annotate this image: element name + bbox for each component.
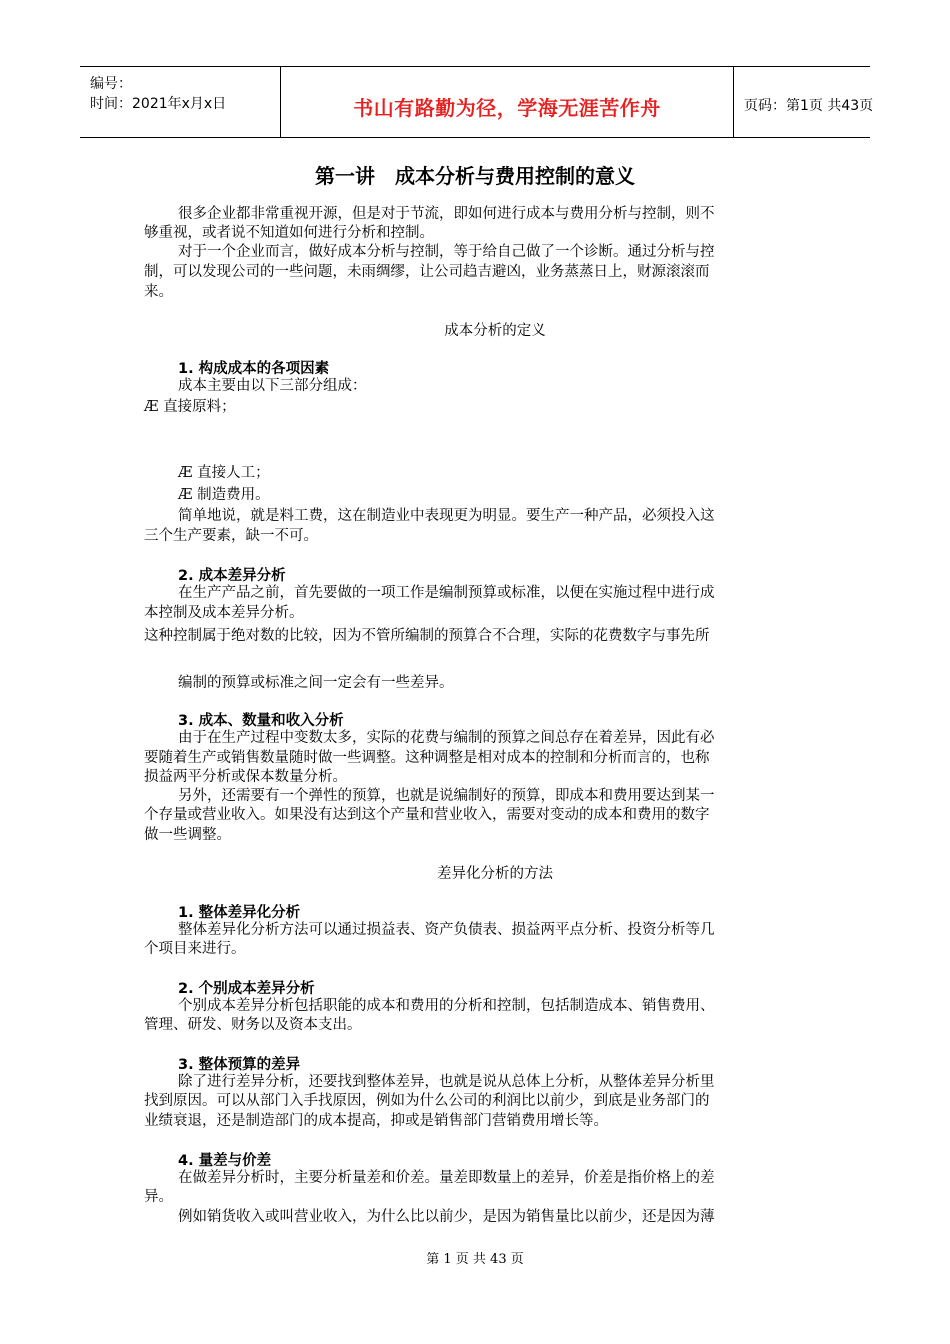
subsection-heading: 3. 成本、数量和收入分析 (178, 713, 344, 729)
header-page-cell (734, 67, 874, 137)
header-meta-cell (80, 67, 281, 137)
paragraph-line: 整体差异化分析方法可以通过损益表、资产负债表、损益两平点分析、投资分析等几 (178, 922, 715, 938)
paragraph-line: 编制的预算或标准之间一定会有一些差异。 (178, 675, 454, 691)
subsection-heading: 1. 整体差异化分析 (178, 905, 301, 921)
paragraph-line: 由于在生产过程中变数太多，实际的花费与编制的预算之间总存在着差异，因此有必 (178, 730, 715, 746)
paragraph-line: 业绩衰退，还是制造部门的成本提高，抑或是销售部门营销费用增长等。 (144, 1113, 608, 1129)
paragraph-line: 制，可以发现公司的一些问题，未雨绸缪，让公司趋吉避凶，业务蒸蒸日上，财源滚滚而 (144, 264, 710, 280)
section-heading: 成本分析的定义 (444, 323, 546, 339)
paragraph-line: 对于一个企业而言，做好成本分析与控制，等于给自己做了一个诊断。通过分析与控 (178, 244, 715, 260)
time-label: 时间：2021年x月x日 (90, 96, 227, 112)
list-item: Æ 直接人工； (178, 465, 270, 481)
subsection-heading: 4. 量差与价差 (178, 1153, 272, 1169)
number-label: 编号： (90, 76, 132, 92)
subsection-heading: 1. 构成成本的各项因素 (178, 361, 330, 377)
paragraph-line: 做一些调整。 (144, 827, 231, 843)
header-motto-cell (281, 67, 734, 137)
paragraph-line: 个别成本差异分析包括职能的成本和费用的分析和控制，包括制造成本、销售费用、 (178, 998, 715, 1014)
section-heading: 差异化分析的方法 (437, 866, 553, 882)
paragraph-line: 要随着生产或销售数量随时做一些调整。这种调整是相对成本的控制和分析而言的，也称 (144, 750, 710, 766)
paragraph-line: 三个生产要素，缺一不可。 (144, 528, 318, 544)
paragraph-line: 除了进行差异分析，还要找到整体差异，也就是说从总体上分析，从整体差异分析里 (178, 1074, 715, 1090)
paragraph-line: 来。 (144, 284, 173, 300)
paragraph-line: 例如销货收入或叫营业收入，为什么比以前少，是因为销售量比以前少，还是因为薄 (178, 1209, 715, 1225)
paragraph-line: 简单地说，就是料工费，这在制造业中表现更为明显。要生产一种产品，必须投入这 (178, 508, 715, 524)
paragraph-line: 这种控制属于绝对数的比较，因为不管所编制的预算合不合理，实际的花费数字与事先所 (144, 628, 710, 644)
subsection-heading: 2. 个别成本差异分析 (178, 981, 315, 997)
paragraph-line: 异。 (144, 1189, 173, 1205)
page-footer: 第 1 页 共 43 页 (426, 1252, 524, 1267)
motto: 书山有路勤为径，学海无涯苦作舟 (353, 96, 661, 120)
subsection-heading: 2. 成本差异分析 (178, 568, 286, 584)
page-info: 页码：第1页 共43页 (744, 98, 874, 114)
list-item: Æ 直接原料； (144, 399, 236, 415)
paragraph-line: 在生产产品之前，首先要做的一项工作是编制预算或标准，以便在实施过程中进行成 (178, 585, 715, 601)
paragraph-line: 本控制及成本差异分析。 (144, 605, 304, 621)
paragraph-line: 很多企业都非常重视开源，但是对于节流，即如何进行成本与费用分析与控制，则不 (178, 206, 715, 222)
paragraph-line: 够重视，或者说不知道如何进行分析和控制。 (144, 225, 434, 241)
list-item: Æ 制造费用。 (178, 487, 270, 503)
page-title: 第一讲 成本分析与费用控制的意义 (315, 164, 635, 188)
paragraph-line: 个项目来进行。 (144, 941, 246, 957)
paragraph-line: 找到原因。可以从部门入手找原因，例如为什么公司的利润比以前少，到底是业务部门的 (144, 1093, 710, 1109)
document-header (80, 66, 874, 138)
subsection-heading: 3. 整体预算的差异 (178, 1057, 301, 1073)
paragraph-line: 另外，还需要有一个弹性的预算，也就是说编制好的预算，即成本和费用要达到某一 (178, 788, 715, 804)
paragraph-line: 管理、研发、财务以及资本支出。 (144, 1017, 362, 1033)
paragraph-line: 成本主要由以下三部分组成： (178, 378, 367, 394)
paragraph-line: 个存量或营业收入。如果没有达到这个产量和营业收入，需要对变动的成本和费用的数字 (144, 807, 710, 823)
paragraph-line: 在做差异分析时，主要分析量差和价差。量差即数量上的差异，价差是指价格上的差 (178, 1170, 715, 1186)
paragraph-line: 损益两平分析或保本数量分析。 (144, 769, 347, 785)
